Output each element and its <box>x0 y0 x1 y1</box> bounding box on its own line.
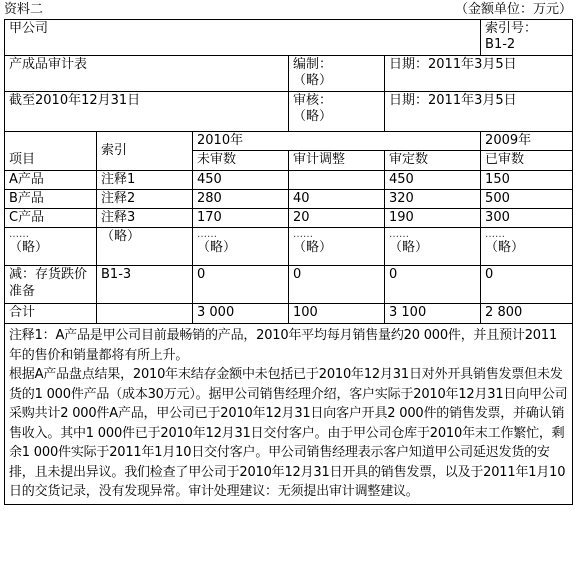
ellipsis-mark: …… <box>293 229 313 241</box>
row-prior: 2 800 <box>481 304 573 324</box>
col-header-adjust: 审计调整 <box>289 151 385 170</box>
row-prior: 300 <box>481 209 573 228</box>
header-row-title <box>5 56 573 92</box>
row-unaudited: 280 <box>193 189 289 208</box>
omitted-text: （略） <box>101 229 141 245</box>
col-header-index: 索引 <box>97 132 193 171</box>
row-unaudited <box>193 228 289 266</box>
header-row-company <box>5 20 573 56</box>
col-group-2010: 2010年 <box>193 132 481 151</box>
audit-worksheet <box>4 19 573 505</box>
row-unaudited: 0 <box>193 266 289 304</box>
row-item: A产品 <box>5 170 97 189</box>
omitted-text: （略） <box>389 240 429 256</box>
note-1: 注释1：A产品是甲公司目前最畅销的产品，2010年平均每月销售量约20 000件，并且预计2011年的售价和销量都将有所上升。 <box>9 328 558 363</box>
table-row-total <box>5 304 573 324</box>
material-label: 资料二 <box>4 2 44 17</box>
row-adjust <box>289 170 385 189</box>
row-item: C产品 <box>5 209 97 228</box>
header-row-period <box>5 92 573 132</box>
prepared-date: 日期：2011年3月5日 <box>385 56 573 92</box>
col-group-2009: 2009年 <box>481 132 573 151</box>
table-row-omitted <box>5 228 573 266</box>
row-audited: 190 <box>385 209 481 228</box>
row-index: 注释3 <box>97 209 193 228</box>
unit-label: （金额单位：万元） <box>454 2 572 17</box>
row-item: 减：存货跌价准备 <box>5 266 97 304</box>
row-unaudited: 170 <box>193 209 289 228</box>
row-adjust: 100 <box>289 304 385 324</box>
ellipsis-mark: …… <box>485 229 506 241</box>
row-index <box>97 304 193 324</box>
review-label: 审核： <box>293 93 333 108</box>
note-2: 根据A产品盘点结果，2010年末结存金额中未包括已于2010年12月31日对外开具销售发票但未发货的1 000件产品（成本30万元）。据甲公司销售经理介绍，客户实际于2010年12月31日向甲公司采购共计2 000件A产品，甲公司已于2010年12月31日向客户开具2 000件的销售发票，并确认销售收入。其中1 000件已于2010年12月31日交付客户。由于甲公司仓库于2010年末工作繁忙，剩余1 000件实际于2011年1月10日交付客户。甲公司销售经理表示客户知道甲公司延迟发货的安排，且未提出异议。我们检查了甲公司于2010年12月31日开具的销售发票，以及于2011年1月10日的交货记录，没有发现异常。审计处理建议：无须提出审计调整建议。 <box>9 367 568 500</box>
row-prior: 0 <box>481 266 573 304</box>
review-value: （略） <box>293 109 333 125</box>
row-audited: 3 100 <box>385 304 481 324</box>
table-row <box>5 209 573 228</box>
row-item: B产品 <box>5 189 97 208</box>
row-prior <box>481 228 573 266</box>
index-number-cell <box>481 20 573 56</box>
notes-row <box>5 324 573 505</box>
table-row <box>5 170 573 189</box>
col-header-prior: 已审数 <box>481 151 573 170</box>
row-unaudited: 3 000 <box>193 304 289 324</box>
table-row-allowance <box>5 266 573 304</box>
prepared-value: （略） <box>293 73 333 89</box>
row-item <box>5 228 97 266</box>
reviewed-by-cell <box>289 92 385 132</box>
index-value: B1-2 <box>485 37 516 53</box>
row-adjust: 0 <box>289 266 385 304</box>
col-header-audited: 审定数 <box>385 151 481 170</box>
omitted-text: （略） <box>9 240 49 256</box>
prepared-label: 编制： <box>293 57 333 72</box>
prepared-by-cell <box>289 56 385 92</box>
omitted-text: （略） <box>485 240 525 256</box>
row-item: 合计 <box>5 304 97 324</box>
row-index: 注释2 <box>97 189 193 208</box>
row-adjust <box>289 228 385 266</box>
index-label: 索引号： <box>485 21 538 36</box>
row-index: 注释1 <box>97 170 193 189</box>
row-audited <box>385 228 481 266</box>
review-date: 日期：2011年3月5日 <box>385 92 573 132</box>
col-header-item: 项目 <box>5 132 97 171</box>
column-group-row <box>5 132 573 151</box>
period-label: 截至2010年12月31日 <box>5 92 289 132</box>
row-audited: 320 <box>385 189 481 208</box>
row-adjust: 20 <box>289 209 385 228</box>
row-index <box>97 228 193 266</box>
table-row <box>5 189 573 208</box>
row-prior: 500 <box>481 189 573 208</box>
company-name: 甲公司 <box>5 20 481 56</box>
omitted-text: （略） <box>293 240 333 256</box>
notes-cell <box>5 324 573 505</box>
row-prior: 150 <box>481 170 573 189</box>
ellipsis-mark: …… <box>197 229 217 241</box>
row-unaudited: 450 <box>193 170 289 189</box>
omitted-text: （略） <box>197 240 237 256</box>
row-audited: 0 <box>385 266 481 304</box>
table-title: 产成品审计表 <box>5 56 289 92</box>
row-adjust: 40 <box>289 189 385 208</box>
ellipsis-mark: …… <box>9 229 29 241</box>
row-audited: 450 <box>385 170 481 189</box>
ellipsis-mark: …… <box>389 229 409 241</box>
col-header-unaudited: 未审数 <box>193 151 289 170</box>
row-index: B1-3 <box>97 266 193 304</box>
